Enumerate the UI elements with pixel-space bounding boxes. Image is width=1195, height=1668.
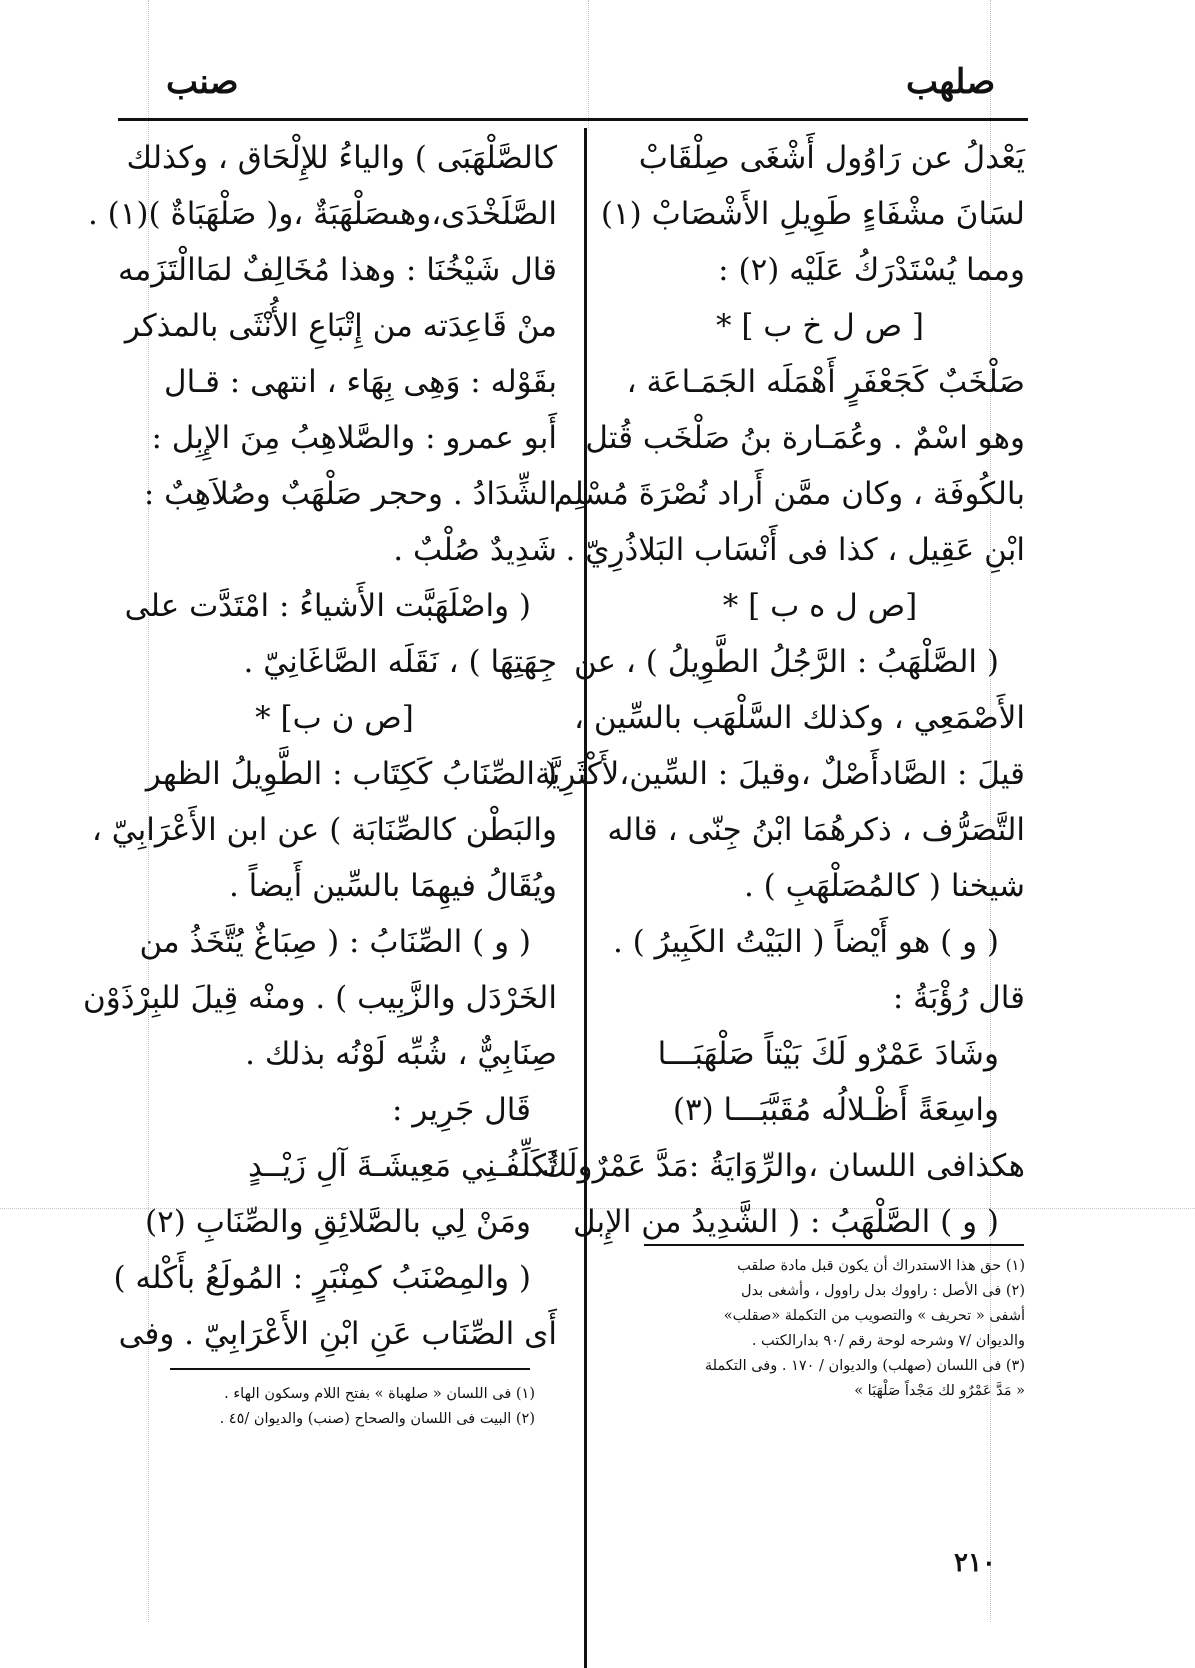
verse-line: واسِعَةً أَظْـلالُه مُقَبَّبَـــا (٣) xyxy=(672,1092,999,1128)
text-line: قال شَيْخُنَا : وهذا مُخَالِفٌ لمَاالْتَزَمه xyxy=(118,252,557,288)
text-line: منْ قَاعِدَته من إِتْبَاعِ الأُنْثَى بالمذكر xyxy=(124,308,557,344)
text-line: ( الصِّنَابُ كَكِتَاب : الطَّوِيلُ الظهر xyxy=(145,756,557,792)
text-line: ( و ) هو أَيْضاً ( البَيْتُ الكَبِيرُ ) . xyxy=(612,924,999,960)
footnote-line: والديوان /٧ وشرحه لوحة رقم /٩٠ بدارالكتب . xyxy=(751,1333,1025,1349)
left-footnotes xyxy=(150,1382,535,1432)
text-line: لسَانَ مشْفَاءٍ طَوِيلِ الأَشْصَابْ (١) xyxy=(600,196,1025,232)
text-line: ( و ) الصِّنَابُ : ( صِبَاغٌ يُتَّخَذُ من xyxy=(139,924,531,960)
header-rule xyxy=(118,118,1028,121)
footnote-rule xyxy=(644,1244,1024,1246)
text-line: شَدِيدٌ صُلْبٌ . xyxy=(393,532,557,568)
text-line: أَى الصِّنَاب عَنِ ابْنِ الأَعْرَابِيّ . وفى xyxy=(118,1316,557,1352)
right-headword: صلهب xyxy=(906,62,996,102)
text-line: الصَّلَخْدَى،وهىصَلْهَبَةٌ ،و( صَلْهَبَاةٌ )(١) . xyxy=(87,196,557,232)
text-line: ويُقَالُ فيهِمَا بالسِّين أَيضاً . xyxy=(228,868,557,904)
text-line: كالصَّلْهَبَى ) والياءُ للإِلْحَاق ، وكذلك xyxy=(126,140,557,176)
text-line: يَعْدلُ عن رَاوُول أَشْغَى صِلْقَابْ xyxy=(638,140,1025,176)
text-line: جِهَتِهَا ) ، نَقَلَه الصَّاغَانِيّ . xyxy=(243,644,557,680)
text-line: ابْنِ عَقِيل ، كذا فى أَنْسَاب البَلاذُرِيّ . xyxy=(565,532,1025,568)
entry-heading: [ ص ل خ ب ] * xyxy=(715,308,924,344)
entry-heading: [ص ل ه ب ] * xyxy=(722,588,918,624)
text-line: والبَطْن كالصِّنَابَة ) عن ابن الأَعْرَابِيّ ، xyxy=(91,812,557,848)
right-footnotes xyxy=(640,1254,1025,1404)
page-number: ٢١٠ xyxy=(954,1548,996,1578)
text-line: قال رُؤْبَةُ : xyxy=(892,980,1025,1016)
text-line: بقَوْله : وَهِى بِهَاء ، انتهى : قـال xyxy=(164,364,557,400)
text-line: ( و ) الصَّلْهَبُ : ( الشَّدِيدُ من الإِبل xyxy=(573,1204,999,1240)
footnote-line: (٢) فى الأصل : راووك بدل راوول ، وأشغى بدل xyxy=(741,1283,1025,1299)
text-line: الأَصْمَعِي ، وكذلك السَّلْهَب بالسِّين ، xyxy=(573,700,1025,736)
text-line: أَبو عمرو : والصَّلاهِبُ مِنَ الإِبِل : xyxy=(151,420,557,456)
text-line: صِنَابِيٌّ ، شُبِّه لَوْنُه بذلك . xyxy=(245,1036,557,1072)
right-column xyxy=(532,130,1025,1250)
text-line: الشِّدَادُ . وحجر صَلْهَبٌ وصُلاَهِبٌ : xyxy=(143,476,557,512)
left-column xyxy=(82,130,557,1362)
footnote-line: (٣) فى اللسان (صهلب) والديوان / ١٧٠ . وفى التكملة xyxy=(704,1358,1025,1374)
text-line: هكذافى اللسان ،والرِّوَايَةُ :مَدَّ عَمْرٌولَكَ. xyxy=(532,1148,1025,1184)
footnote-rule xyxy=(170,1368,530,1370)
text-line: ( واصْلَهَبَّت الأَشياءُ : امْتَدَّت على xyxy=(124,588,531,624)
verse-line: ومَنْ لِي بالصَّلائِقِ والصِّنَابِ (٢) xyxy=(144,1204,531,1240)
footnote-line: أشفى « تحريف » والتصويب من التكملة «صقلب» xyxy=(723,1308,1025,1324)
text-line: وهو اسْمٌ . وعُمَـارة بنُ صَلْخَب قُتل xyxy=(585,420,1025,456)
verse-line: تُكَلِّفُـنِي مَعِيشَـةَ آلِ زَيْــدٍ xyxy=(248,1148,557,1184)
text-line: الخَرْدَل والزَّبِيب ) . ومنْه قِيلَ للبِرْذَوْن xyxy=(82,980,557,1016)
footnote-line: « مَدَّ عَمْرٌو لك مَجْداً صَلْهَبَا » xyxy=(854,1383,1025,1399)
left-headword: صنب xyxy=(166,62,239,102)
text-line: التَّصَرُّف ، ذكرهُمَا ابْنُ جِنّى ، قاله xyxy=(607,812,1025,848)
footnote-line: (٢) البيت فى اللسان والصحاح (صنب) والديوان /٤٥ . xyxy=(219,1411,535,1427)
text-line: ( والمِصْنَبُ كمِنْبَرٍ : المُولَعُ بأَكْله ) xyxy=(113,1260,531,1296)
column-divider xyxy=(584,128,587,1668)
text-line: ( الصَّلْهَبُ : الرَّجُلُ الطَّوِيلُ ) ، عن xyxy=(573,644,999,680)
text-line: قيلَ : الصَّادأَصْلٌ ،وقيلَ : السِّين،لأَكْثَرِيَّة xyxy=(535,756,1025,792)
verse-line: وشَادَ عَمْرٌو لَكَ بَيْتاً صَلْهَبَـــا xyxy=(657,1036,999,1072)
text-line: صَلْخَبٌ كَجَعْفَرٍ أَهْمَلَه الجَمَـاعَة ، xyxy=(626,364,1025,400)
footnote-line: (١) حق هذا الاستدراك أن يكون قبل مادة صلقب xyxy=(737,1258,1025,1274)
scan-guide-line xyxy=(588,0,589,130)
text-line: شيخنا ( كالمُصَلْهَبِ ) . xyxy=(743,868,1025,904)
entry-heading: [ص ن ب] * xyxy=(255,700,414,736)
text-line: ومما يُسْتَدْرَكُ عَلَيْه (٢) : xyxy=(718,252,1025,288)
text-line: قَال جَرِير : xyxy=(392,1092,531,1128)
text-line: بالكُوفَة ، وكان ممَّن أَراد نُصْرَةَ مُسْلِم xyxy=(553,476,1025,512)
footnote-line: (١) فى اللسان « صلهباة » بفتح اللام وسكون الهاء . xyxy=(224,1386,535,1402)
